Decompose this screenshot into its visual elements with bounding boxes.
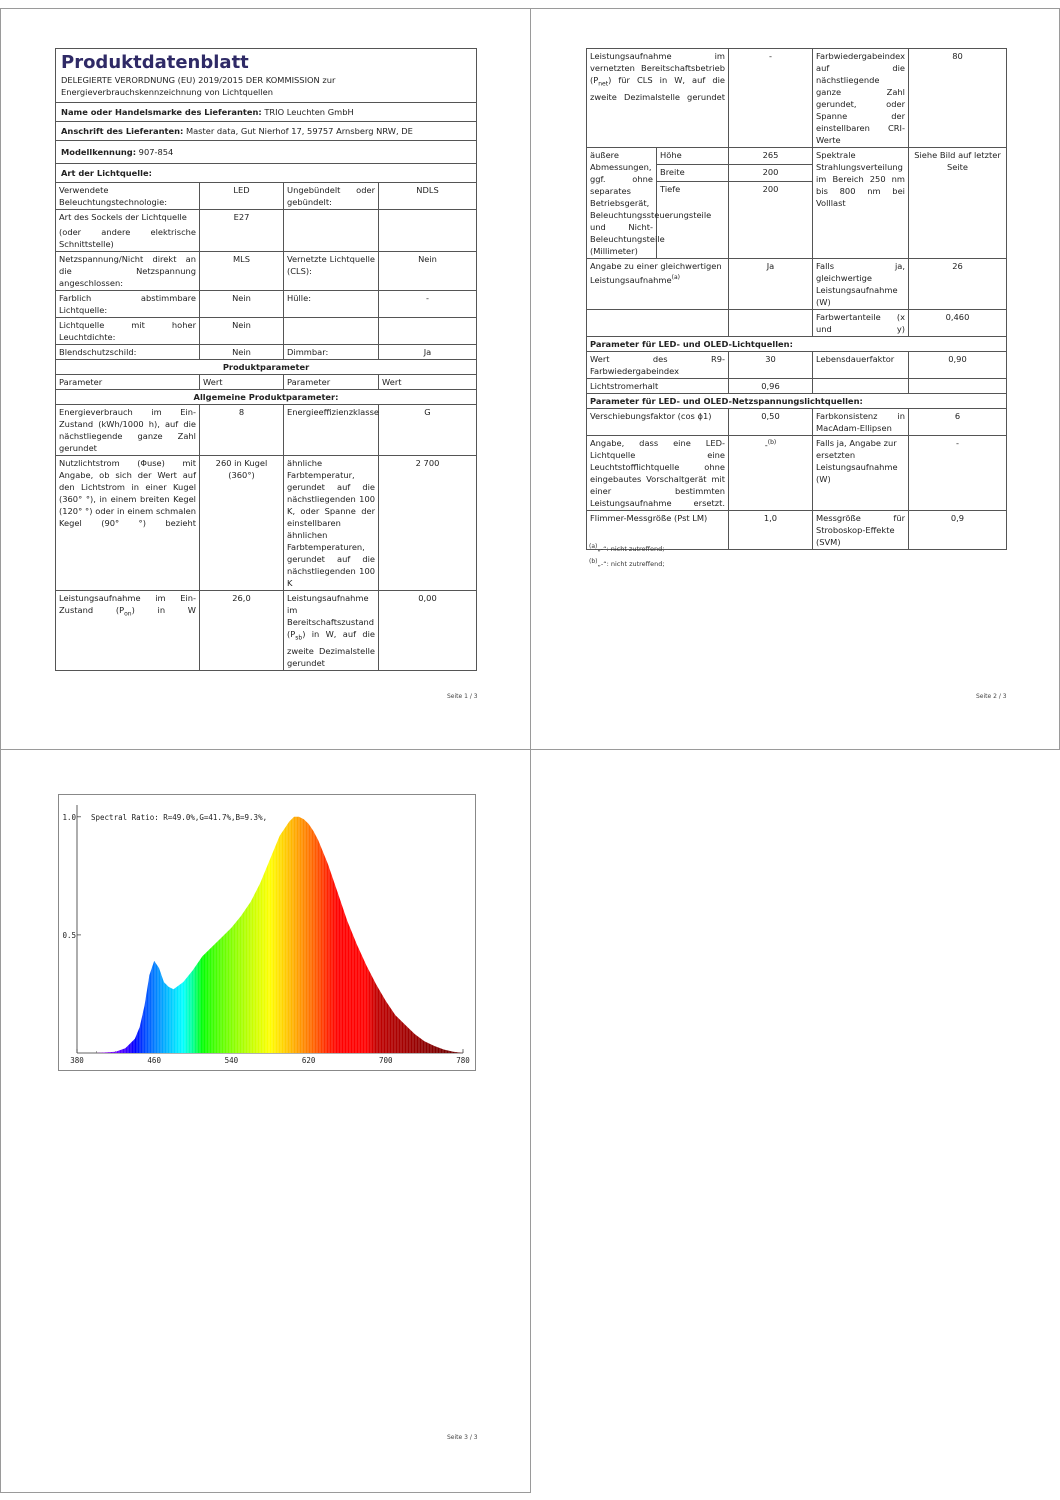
col-value-1: Wert [200,375,284,390]
psb-value: 0,00 [379,591,477,671]
depth-value: 200 [729,182,813,259]
socket-label-note: (oder andere elektrische Schnittstelle) [59,227,196,249]
tech-label: Verwendete Beleuchtungstechnologie: [56,183,200,210]
cls-label: Vernetzte Lichtquelle (CLS): [284,252,379,291]
r9-label: Wert des R9-Farbwiedergabeindex [587,352,729,379]
spd-label: Spektrale Strahlungsverteilung im Bereich 250 nm bis 800 nm bei Volllast [813,148,909,259]
x-tick-label: 620 [301,1056,316,1065]
col-param-2: Parameter [284,375,379,390]
general-params-header: Allgemeine Produktparameter: [56,390,477,405]
tunable-label: Farblich abstimmbare Lichtquelle: [56,291,200,318]
page-2 [530,8,1060,750]
pon-value: 26,0 [200,591,284,671]
equiv-label: Angabe zu einer gleichwertigen Leistungsaufnahme$^{(a)}$ [587,259,729,310]
x-tick-label: 700 [379,1056,393,1065]
page-number-3: Seite 3 / 3 [447,1434,478,1441]
replace-value: -$^{(b)}$ [729,436,813,511]
page-number-1: Seite 1 / 3 [447,693,478,700]
type-header: Art der Lichtquelle: [56,164,477,183]
width-label: Breite [657,165,729,182]
replace-label: Angabe, dass eine LED-Lichtquelle eine Leuchtstofflichtquelle ohne eingebautes Vorschaltgerät mit einer bestimmten Leistungsaufnahme ersetzt. [587,436,729,511]
glare-label: Blendschutzschild: [56,345,200,360]
pnet-label: Leistungsaufnahme im vernetzten Bereitschaftsbetrieb $(P_{net})$ für CLS in W, auf die zweite Dezimalstelle gerundet [587,49,729,148]
supplier-address-label: Anschrift des Lieferanten: [61,126,184,136]
equiv-power-value: 26 [909,259,1007,310]
cosphi-label: Verschiebungsfaktor (cos ϕ1) [587,409,729,436]
spectral-ratio-annotation: Spectral Ratio: R=49.0%,G=41.7%,B=9.3%, [91,812,268,822]
supplier-name-label: Name oder Handelsmarke des Lieferanten: [61,107,262,117]
cri-value: 80 [909,49,1007,148]
luminance-label: Lichtquelle mit hoher Leuchtdichte: [56,318,200,345]
socket-value: E27 [200,210,284,252]
chroma-label: Farbwertanteile (x und y) [813,310,909,337]
survival-value: 0,90 [909,352,1007,379]
depth-label: Tiefe [657,182,729,259]
flux-value: 260 in Kugel (360°) [200,456,284,591]
eclass-value: G [379,405,477,456]
model-value: 907-854 [138,147,174,157]
mains-value: MLS [200,252,284,291]
mains-label: Netzspannung/Nicht direkt an die Netzspannung angeschlossen: [56,252,200,291]
supplier-name: TRIO Leuchten GmbH [264,107,354,117]
dim-value: Ja [379,345,477,360]
flicker-value: 1,0 [729,511,813,550]
mains-params-header: Parameter für LED- und OLED-Netzspannungslichtquellen: [587,394,1007,409]
macadam-value: 6 [909,409,1007,436]
col-param-1: Parameter [56,375,200,390]
supplier-address: Master data, Gut Nierhof 17, 59757 Arnsberg NRW, DE [185,126,413,136]
tunable-value: Nein [200,291,284,318]
energy-label: Energieverbrauch im Ein-Zustand (kWh/1000 h), auf die nächstliegende ganze Zahl gerundet [56,405,200,456]
survival-label: Lebensdauerfaktor [813,352,909,379]
flicker-label: Flimmer-Messgröße (Pst LM) [587,511,729,550]
psb-label: Leistungsaufnahme im Bereitschaftszustand $(P_{sb})$ in W, auf die zweite Dezimalstelle gerundet [284,591,379,671]
socket-label: Art des Sockels der Lichtquelle [59,212,187,222]
product-sheet-table-2 [586,48,1007,550]
spd-value: Siehe Bild auf letzter Seite [909,148,1007,259]
spectrum-svg [59,795,475,1070]
page-number-2: Seite 2 / 3 [976,693,1007,700]
product-sheet-table-1 [55,48,477,671]
document-title: Produktdatenblatt [61,52,249,73]
spectrum-area [77,817,463,1053]
replace-power-label: Falls ja, Angabe zur ersetzten Leistungsaufnahme (W) [813,436,909,511]
x-tick-label: 380 [70,1056,84,1065]
spectrum-chart [58,794,476,1071]
x-tick-label: 780 [456,1056,470,1065]
macadam-label: Farbkonsistenz in MacAdam-Ellipsen [813,409,909,436]
glare-value: Nein [200,345,284,360]
chroma-value: 0,460 [909,310,1007,337]
eclass-label: Energieeffizienzklasse [284,405,379,456]
equiv-value: Ja [729,259,813,310]
envelope-label: Hülle: [284,291,379,318]
cct-label: ähnliche Farbtemperatur, gerundet auf die nächstliegenden 100 K, oder Spanne der einstellbaren ähnlichen Farbtemperaturen, gerundet auf die nächstliegenden 100 K [284,456,379,591]
model-label: Modellkennung: [61,147,137,157]
width-value: 200 [729,165,813,182]
page-1 [0,8,531,750]
x-tick-label: 540 [224,1056,239,1065]
footnote-b: $^{(b)}$„-“: nicht zutreffend; [589,558,665,569]
x-tick-label: 460 [147,1056,161,1065]
lumen-maint-label: Lichtstromerhalt [587,379,729,394]
svm-value: 0,9 [909,511,1007,550]
replace-power-value: - [909,436,1007,511]
y-tick-label: 0.5 [62,930,76,940]
envelope-value: - [379,291,477,318]
r9-value: 30 [729,352,813,379]
led-params-header: Parameter für LED- und OLED-Lichtquellen: [587,337,1007,352]
pon-label: Leistungsaufnahme im Ein-Zustand $(P_{on})$ in W [56,591,200,671]
product-params-header: Produktparameter [56,360,477,375]
tech-value: LED [200,183,284,210]
equiv-power-label: Falls ja, gleichwertige Leistungsaufnahme (W) [813,259,909,310]
height-label: Höhe [657,148,729,165]
luminance-value: Nein [200,318,284,345]
cls-value: Nein [379,252,477,291]
svm-label: Messgröße für Stroboskop-Effekte (SVM) [813,511,909,550]
energy-value: 8 [200,405,284,456]
footnote-a: $^{(a)}$„-“: nicht zutreffend; [589,543,665,554]
cct-value: 2 700 [379,456,477,591]
dims-label: äußere Abmessungen, ggf. ohne separates Betriebsgerät, Beleuchtungssteuerungsteile und Nicht-Beleuchtungsteile (Millimeter) [587,148,657,259]
cosphi-value: 0,50 [729,409,813,436]
bundled-label: Ungebündelt oder gebündelt: [284,183,379,210]
lumen-maint-value: 0,96 [729,379,813,394]
regulation-text: DELEGIERTE VERORDNUNG (EU) 2019/2015 DER KOMMISSION zur Energieverbrauchskennzeichnung von Lichtquellen [61,75,336,97]
y-tick-label: 1.0 [62,812,76,822]
cri-label: Farbwiedergabeindex auf die nächstliegende ganze Zahl gerundet, oder Spanne der einstellbaren CRI-Werte [813,49,909,148]
bundled-value: NDLS [379,183,477,210]
flux-label: Nutzlichtstrom (Φuse) mit Angabe, ob sich der Wert auf den Lichtstrom in einer Kugel (360° °), in einem breiten Kegel (120° °) oder in einem schmalen Kegel (90° °) bezieht [56,456,200,591]
dim-label: Dimmbar: [284,345,379,360]
pnet-value: - [729,49,813,148]
height-value: 265 [729,148,813,165]
col-value-2: Wert [379,375,477,390]
